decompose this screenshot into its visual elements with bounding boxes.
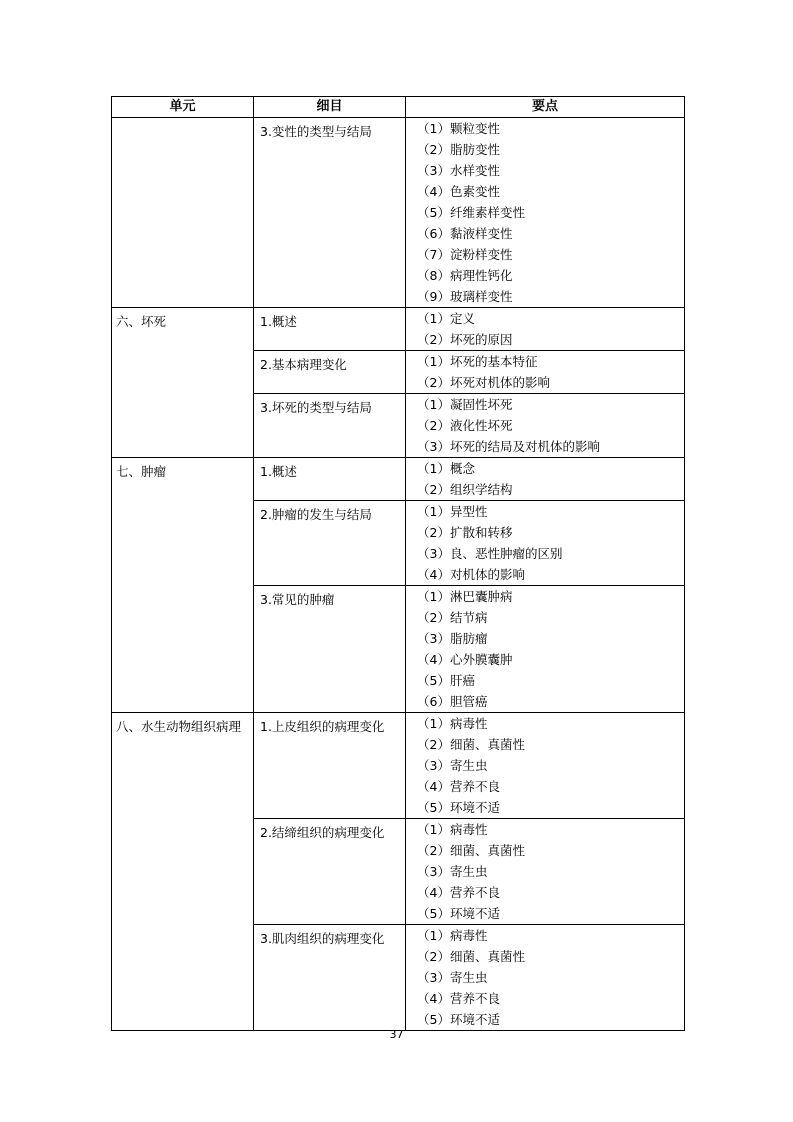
unit-cell [112,458,254,713]
key-point-item: （2）细菌、真菌性 [417,843,525,858]
key-points-cell [406,308,685,351]
key-point-item: （2）组织学结构 [417,482,513,497]
key-points-cell [406,501,685,586]
unit-title: 八、水生动物组织病理 [116,719,242,734]
subtopic-cell [254,819,406,925]
key-points-cell [406,118,685,308]
key-point-item: （5）肝癌 [417,673,475,688]
key-points-cell [406,586,685,713]
syllabus-table [111,96,685,1031]
key-point-item: （5）环境不适 [417,1012,500,1027]
key-point-item: （4）营养不良 [417,779,500,794]
key-point-item: （3）寄生虫 [417,758,488,773]
table-row [112,713,685,819]
key-point-item: （2）液化性坏死 [417,418,513,433]
key-point-item: （3）水样变性 [417,163,500,178]
key-points-cell [406,351,685,394]
subtopic-title: 1.概述 [260,464,297,479]
subtopic-title: 2.基本病理变化 [260,357,347,372]
key-point-item: （1）异型性 [417,504,488,519]
key-points-list [406,925,684,1030]
subtopic-cell [254,586,406,713]
key-point-item: （7）淀粉样变性 [417,247,513,262]
key-point-item: （3）坏死的结局及对机体的影响 [417,439,600,454]
key-points-list [406,458,684,500]
key-point-item: （3）脂肪瘤 [417,631,488,646]
table-row [112,458,685,501]
key-point-item: （3）良、恶性肿瘤的区别 [417,546,563,561]
key-point-item: （1）概念 [417,461,475,476]
key-points-list [406,501,684,585]
key-points-cell [406,713,685,819]
key-point-item: （1）定义 [417,311,475,326]
key-point-item: （2）坏死对机体的影响 [417,375,550,390]
key-point-item: （4）营养不良 [417,991,500,1006]
key-point-item: （1）淋巴囊肿病 [417,589,513,604]
key-point-item: （8）病理性钙化 [417,268,513,283]
unit-title: 七、肿瘤 [116,464,167,479]
key-point-item: （3）寄生虫 [417,970,488,985]
key-points-list [406,308,684,350]
subtopic-title: 2.结缔组织的病理变化 [260,825,385,840]
header-unit: 单元 [112,97,254,118]
key-point-item: （1）凝固性坏死 [417,397,513,412]
table-header-row [112,97,685,118]
key-points-cell [406,819,685,925]
subtopic-title: 1.概述 [260,314,297,329]
key-point-item: （5）环境不适 [417,906,500,921]
key-points-list [406,586,684,712]
subtopic-title: 2.肿瘤的发生与结局 [260,507,372,522]
key-point-item: （6）胆管癌 [417,694,488,709]
table-row [112,308,685,351]
key-point-item: （2）细菌、真菌性 [417,949,525,964]
key-point-item: （2）坏死的原因 [417,332,513,347]
subtopic-cell [254,394,406,458]
subtopic-cell [254,501,406,586]
subtopic-title: 1.上皮组织的病理变化 [260,719,385,734]
subtopic-cell [254,925,406,1031]
key-point-item: （9）玻璃样变性 [417,289,513,304]
key-point-item: （4）色素变性 [417,184,500,199]
key-point-item: （1）病毒性 [417,822,488,837]
key-point-item: （1）坏死的基本特征 [417,354,538,369]
unit-cell [112,713,254,1031]
subtopic-cell [254,308,406,351]
key-point-item: （4）营养不良 [417,885,500,900]
key-points-list [406,351,684,393]
subtopic-title: 3.变性的类型与结局 [260,124,372,139]
key-point-item: （3）寄生虫 [417,864,488,879]
subtopic-title: 3.坏死的类型与结局 [260,400,372,415]
key-point-item: （5）环境不适 [417,800,500,815]
key-points-list [406,713,684,818]
key-point-item: （2）结节病 [417,610,488,625]
key-points-cell [406,925,685,1031]
unit-cell [112,118,254,308]
key-point-item: （5）纤维素样变性 [417,205,525,220]
subtopic-cell [254,118,406,308]
key-points-cell [406,458,685,501]
key-points-list [406,394,684,457]
table-body [112,118,685,1031]
key-points-cell [406,394,685,458]
unit-cell [112,308,254,458]
key-point-item: （4）心外膜囊肿 [417,652,513,667]
subtopic-cell [254,458,406,501]
key-points-list [406,118,684,307]
page-number: 37 [389,1028,404,1041]
unit-title [112,118,253,121]
subtopic-title: 3.肌肉组织的病理变化 [260,931,385,946]
subtopic-title: 3.常见的肿瘤 [260,592,335,607]
key-point-item: （2）脂肪变性 [417,142,500,157]
subtopic-cell [254,713,406,819]
key-point-item: （2）细菌、真菌性 [417,737,525,752]
key-point-item: （4）对机体的影响 [417,567,525,582]
subtopic-cell [254,351,406,394]
key-point-item: （1）颗粒变性 [417,121,500,136]
key-point-item: （1）病毒性 [417,716,488,731]
key-points-list [406,819,684,924]
header-key-points: 要点 [406,97,685,118]
unit-title: 六、坏死 [116,314,167,329]
key-point-item: （6）黏液样变性 [417,226,513,241]
key-point-item: （1）病毒性 [417,928,488,943]
key-point-item: （2）扩散和转移 [417,525,513,540]
header-subtopic: 细目 [254,97,406,118]
table-row [112,118,685,308]
